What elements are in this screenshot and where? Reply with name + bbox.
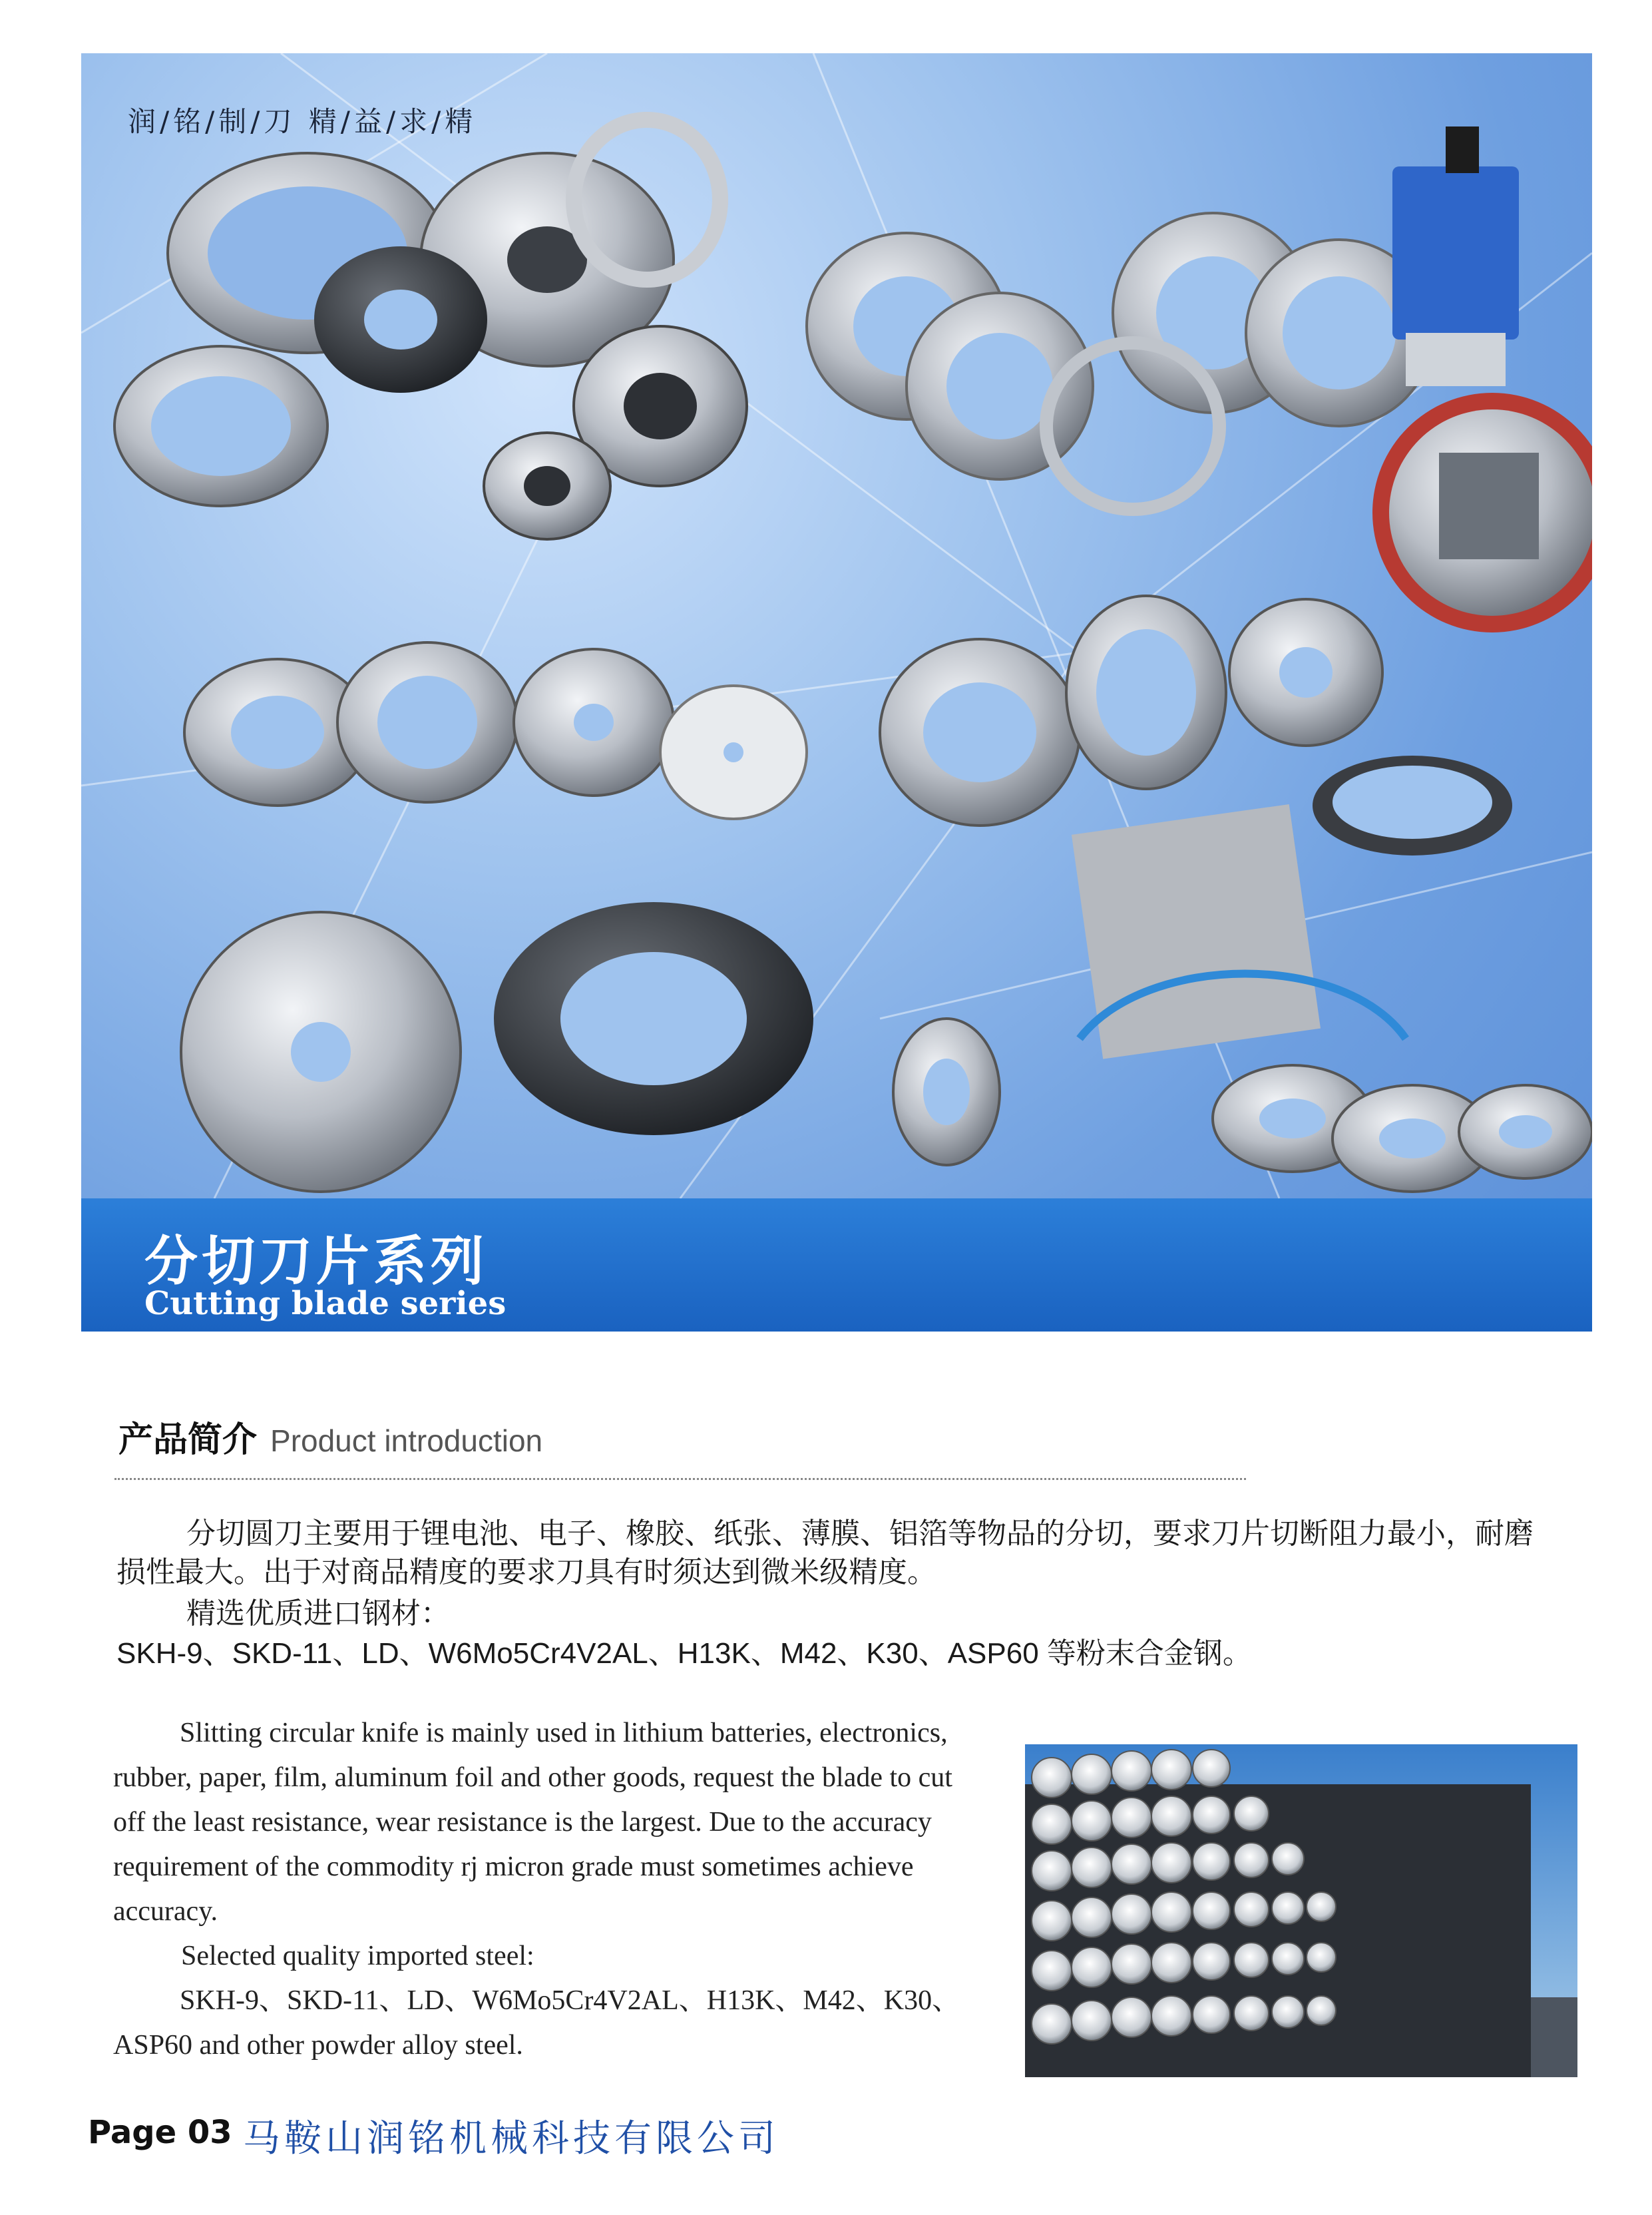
section-heading-en: Product introduction [270,1423,543,1458]
heading-divider [114,1478,1246,1480]
company-name: 马鞍山润铭机械科技有限公司 [243,2117,779,2160]
banner-title-cn: 分切刀片系列 [144,1230,488,1292]
intro-paragraph-cn-1: 分切圆刀主要用于锂电池、电子、橡胶、纸张、薄膜、铝箔等物品的分切，要求刀片切断阻力最小，耐磨损性最大。出于对商品精度的要求刀具有时须达到微米级精度。 [116,1517,1534,1589]
circular-blade-group-2 [807,213,1432,509]
intro-paragraph-cn-3: SKH-9、SKD-11、LD、W6Mo5Cr4V2AL、H13K、M42、K30、ASP60 等粉末合金钢。 [116,1637,1252,1670]
intro-paragraph-en-3: SKH-9、SKD-11、LD、W6Mo5Cr4V2AL、H13K、M42、K30、ASP60 and other powder alloy steel. [113,1985,960,2061]
section-heading [118,1411,542,1461]
intro-paragraph-cn-2: 精选优质进口钢材： [186,1597,450,1630]
steel-bars-photo [1025,1744,1577,2077]
blade-illustrations [81,53,1592,1198]
perforated-blades-row [184,642,807,819]
page-number: Page 03 [88,2114,232,2151]
intro-paragraph-en-2: Selected quality imported steel: [181,1941,534,1971]
slogan: 润/铭/制/刀 精/益/求/精 [128,105,477,138]
circular-blade-group-1 [114,120,747,539]
intro-paragraph-en-1: Slitting circular knife is mainly used in lithium batteries, electronics, rubber, paper, film, aluminum foil and other goods, request the blade to cut off the least resistance, wear resistance is the largest. Due to the accuracy requirement of the commodity rj micron grade must sometimes achieve accuracy. [113,1718,952,1927]
section-heading-cn: 产品简介 [118,1420,258,1460]
large-blades-row [181,804,1592,1192]
perforated-blades-row-2 [880,596,1512,856]
hero-banner [81,53,1592,1332]
banner-title-en: Cutting blade series [144,1285,507,1322]
